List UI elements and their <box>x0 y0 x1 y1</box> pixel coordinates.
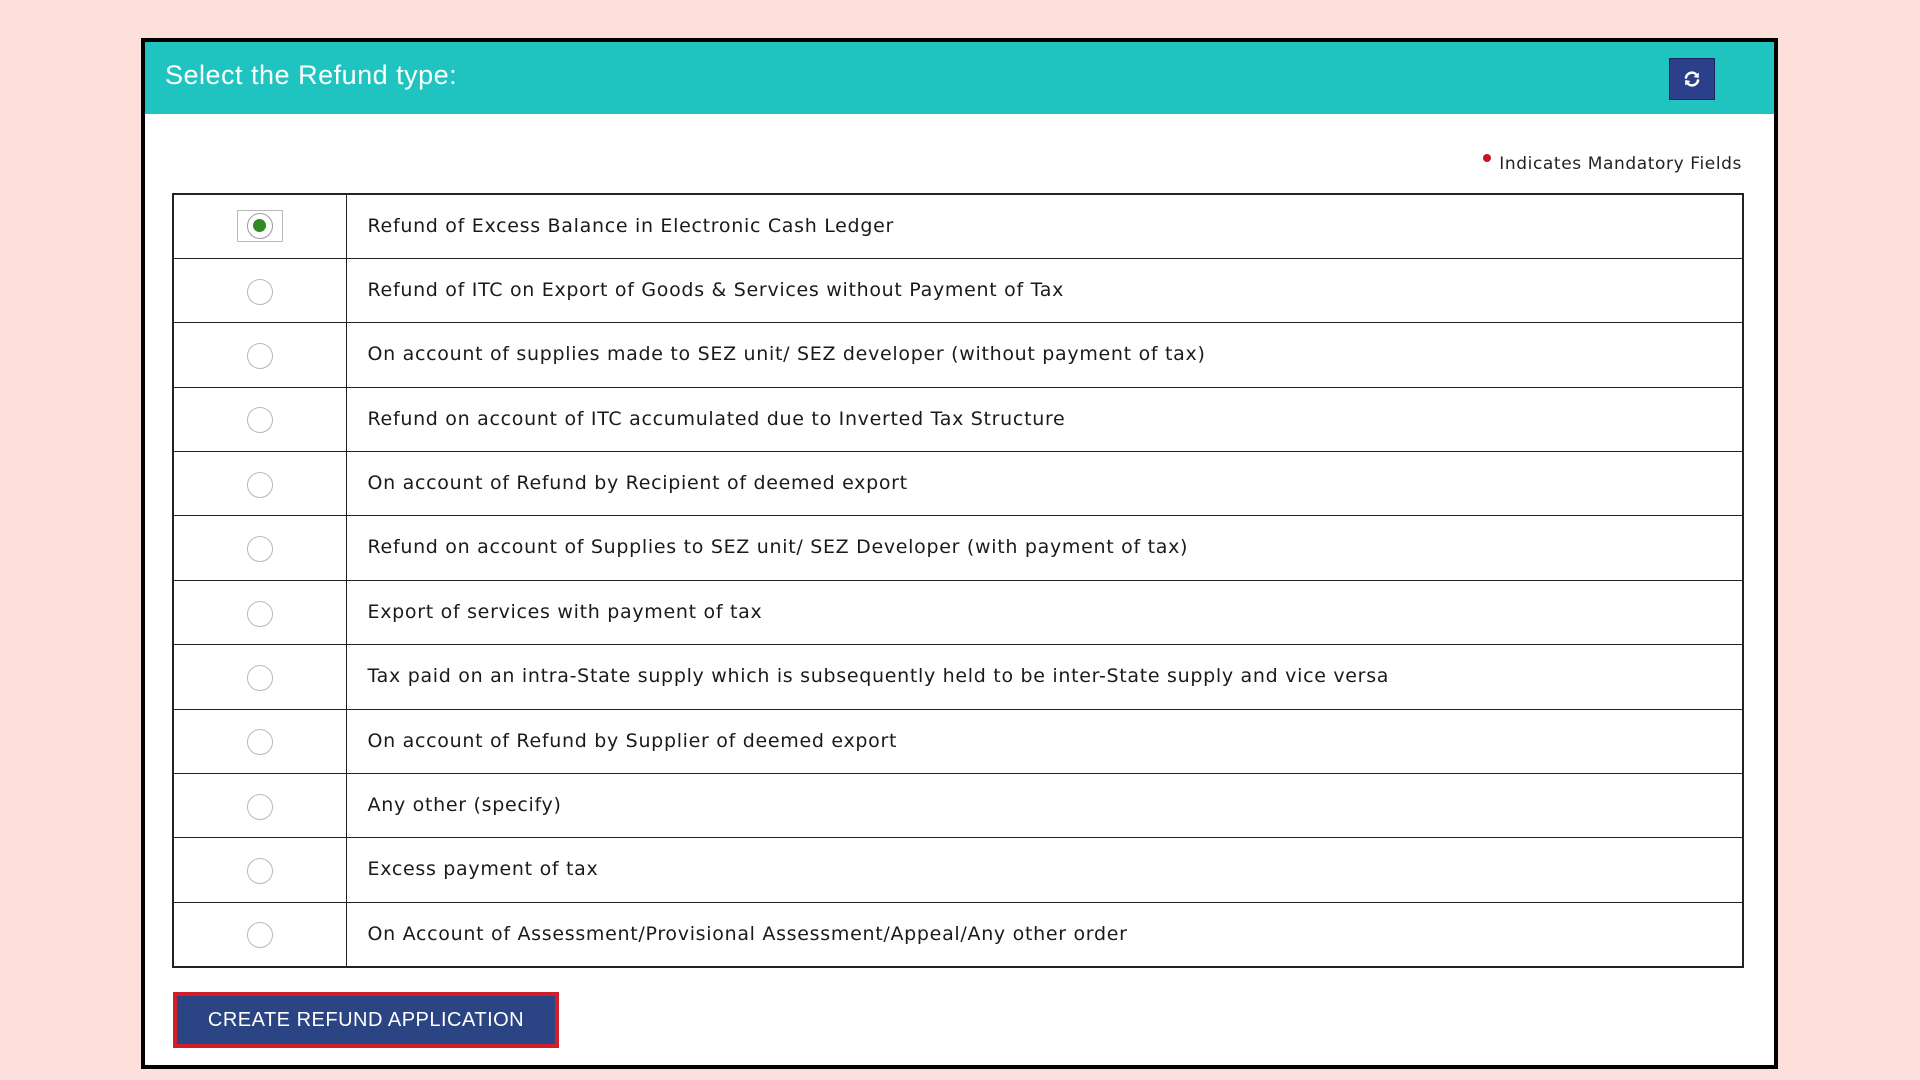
refund-type-row[interactable] <box>173 323 1743 387</box>
refund-type-label: Refund on account of Supplies to SEZ unit/ SEZ Developer (with payment of tax) <box>346 516 1743 580</box>
refund-type-radio[interactable] <box>247 729 273 755</box>
refund-type-label: Refund of Excess Balance in Electronic Cash Ledger <box>346 194 1743 258</box>
refund-type-row[interactable] <box>173 774 1743 838</box>
refund-type-radio[interactable] <box>247 794 273 820</box>
refund-type-radio[interactable] <box>247 601 273 627</box>
radio-focus-outline <box>237 210 283 242</box>
refund-type-row[interactable] <box>173 194 1743 258</box>
mandatory-note-text: Indicates Mandatory Fields <box>1499 154 1742 174</box>
panel-header <box>145 42 1774 114</box>
refund-type-radio[interactable] <box>247 665 273 691</box>
radio-cell <box>173 323 346 387</box>
refund-type-row[interactable] <box>173 258 1743 322</box>
refund-type-table <box>172 193 1744 968</box>
refund-type-label: Tax paid on an intra-State supply which is subsequently held to be inter-State supply and vice versa <box>346 645 1743 709</box>
radio-cell <box>173 387 346 451</box>
refund-type-radio[interactable] <box>247 279 273 305</box>
radio-cell <box>173 580 346 644</box>
radio-cell <box>173 645 346 709</box>
refund-type-row[interactable] <box>173 516 1743 580</box>
refresh-button[interactable] <box>1669 58 1715 100</box>
refund-type-label: Refund on account of ITC accumulated due to Inverted Tax Structure <box>346 387 1743 451</box>
refund-type-label: Excess payment of tax <box>346 838 1743 902</box>
radio-cell <box>173 902 346 966</box>
refund-type-panel <box>141 38 1778 1069</box>
refund-type-row[interactable] <box>173 387 1743 451</box>
refund-type-label: Export of services with payment of tax <box>346 580 1743 644</box>
mandatory-fields-note <box>1483 154 1742 174</box>
radio-cell <box>173 838 346 902</box>
radio-cell <box>173 774 346 838</box>
refund-type-row[interactable] <box>173 580 1743 644</box>
refund-type-radio[interactable] <box>247 858 273 884</box>
refund-type-row[interactable] <box>173 709 1743 773</box>
refresh-icon <box>1683 70 1701 88</box>
refund-type-row[interactable] <box>173 838 1743 902</box>
refund-type-radio[interactable] <box>247 472 273 498</box>
refund-type-label: On Account of Assessment/Provisional Assessment/Appeal/Any other order <box>346 902 1743 966</box>
refund-type-row[interactable] <box>173 452 1743 516</box>
panel-title: Select the Refund type: <box>165 60 458 90</box>
refund-type-row[interactable] <box>173 902 1743 966</box>
refund-type-label: Refund of ITC on Export of Goods & Services without Payment of Tax <box>346 258 1743 322</box>
mandatory-dot-icon <box>1483 154 1491 162</box>
refund-type-label: On account of Refund by Supplier of deemed export <box>346 709 1743 773</box>
radio-cell <box>173 516 346 580</box>
refund-type-radio[interactable] <box>247 343 273 369</box>
radio-cell <box>173 452 346 516</box>
refund-type-label: On account of Refund by Recipient of deemed export <box>346 452 1743 516</box>
radio-cell <box>173 194 346 258</box>
create-refund-application-button[interactable]: CREATE REFUND APPLICATION <box>173 992 559 1048</box>
refund-type-radio[interactable] <box>247 922 273 948</box>
refund-type-radio[interactable] <box>247 407 273 433</box>
radio-cell <box>173 258 346 322</box>
refund-type-radio-selected[interactable] <box>247 213 273 239</box>
refund-type-label: On account of supplies made to SEZ unit/ SEZ developer (without payment of tax) <box>346 323 1743 387</box>
refund-type-row[interactable] <box>173 645 1743 709</box>
refund-type-label: Any other (specify) <box>346 774 1743 838</box>
refund-type-radio[interactable] <box>247 536 273 562</box>
radio-cell <box>173 709 346 773</box>
